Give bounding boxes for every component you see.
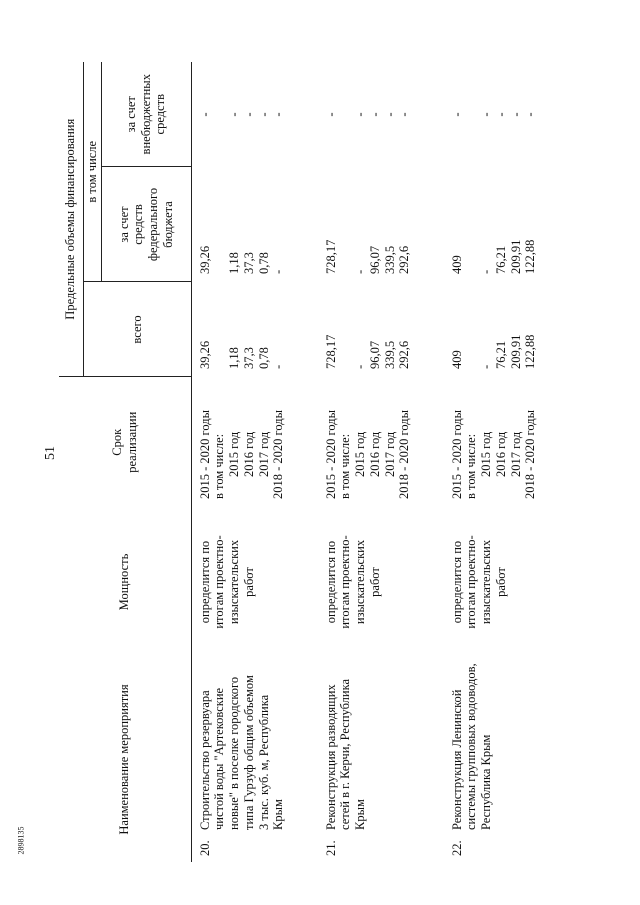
cell-name: 20. Строительство резервуара чистой воды "Артековские новые" в поселке городского типа Гурзуф общим объемом 3 тыс. куб. м, Республика Крым [191,657,318,862]
cell-line [338,167,353,274]
cell-line: - [323,112,338,117]
cell-term [318,377,444,507]
cell-power [444,507,560,657]
cell-line: 292,6 [397,340,412,369]
cell-line: работ [241,567,256,597]
cell-line: - [397,112,412,117]
cell-line: - [227,112,241,117]
cell-line: 2017 год [382,431,397,477]
cell-line: Строительство резервуара [197,690,212,830]
cell-line: - [479,364,493,369]
cell-line: - [197,112,212,117]
page-number: 51 [43,446,58,460]
rotated-table-container [59,62,559,862]
cell-line: 209,91 [508,239,523,274]
cell-line: 292,6 [397,245,412,274]
cell-line: 76,21 [493,340,508,369]
cell-line: 2015 - 2020 годы [323,409,338,499]
table-body [191,62,560,862]
funding-table [59,62,560,862]
cell-line: чистой воды "Артековские [212,687,227,830]
header-federal: за счет средств федерального бюджета [101,167,191,282]
cell-offbudget [444,62,560,167]
cell-line [212,62,227,167]
cell-line: 3 тыс. куб. м, Республика Крым [256,694,286,830]
cell-line: 2018 - 2020 годы [397,409,412,499]
cell-line [464,62,479,167]
cell-line: 122,88 [523,334,538,369]
cell-line: - [353,364,367,369]
cell-line: Республика Крым [479,734,493,830]
cell-line: 2017 год [508,431,523,477]
cell-line: - [382,112,397,117]
cell-line: 2016 год [367,431,382,477]
cell-line: 39,26 [197,340,212,369]
cell-line: 0,78 [256,347,271,369]
cell-line: 409 [449,350,464,369]
cell-line: итогам проектно- [464,535,479,629]
header-offbudget: за счет внебюджетных средств [101,62,191,167]
cell-line: итогам проектно- [212,535,227,629]
cell-line: 76,21 [493,245,508,274]
cell-line [212,167,227,274]
cell-line: - [449,112,464,117]
cell-line: - [479,112,493,117]
table-row [444,62,560,862]
cell-line: работ [493,567,508,597]
cell-line: 37,3 [241,347,256,369]
cell-line: изыскательских [353,539,367,625]
header-term: Срок реализации [59,377,191,507]
cell-line: Крым [353,799,367,830]
cell-line [212,282,227,369]
cell-line: - [367,112,382,117]
document-code: 2898135 [16,826,26,854]
cell-line: - [479,269,493,274]
cell-total [318,282,444,377]
cell-line: 2015 год [227,431,241,477]
cell-line: определится по [449,540,464,624]
cell-line: 122,88 [523,239,538,274]
cell-line: 2017 год [256,431,271,477]
cell-line: итогам проектно- [338,535,353,629]
cell-line: работ [367,567,382,597]
cell-line: изыскательских [227,539,241,625]
cell-federal [318,167,444,282]
cell-line [338,62,353,167]
cell-line: 2015 - 2020 годы [197,409,212,499]
cell-line: - [523,112,538,117]
cell-line: - [256,112,271,117]
header-total: всего [83,282,191,377]
cell-line: 37,3 [241,252,256,274]
cell-line: 2015 - 2020 годы [449,409,464,499]
cell-line: - [353,269,367,274]
cell-power [191,507,318,657]
cell-line: 339,5 [382,340,397,369]
cell-line: определится по [323,540,338,624]
cell-power [318,507,444,657]
cell-line: в том числе: [338,433,353,499]
cell-line: 2018 - 2020 годы [523,409,538,499]
header-power: Мощность [59,507,191,657]
cell-line: в том числе: [212,433,227,499]
cell-line: 96,07 [367,245,382,274]
cell-line: новые" в поселке городского [227,676,241,830]
cell-line [464,167,479,274]
cell-line: 2016 год [493,431,508,477]
cell-name: 21. Реконструкция разводящих сетей в г. Керчи, Республика Крым [318,657,444,862]
header-name: Наименование мероприятия [59,657,191,862]
cell-line: 728,17 [323,334,338,369]
cell-line: - [508,112,523,117]
cell-line: 2018 - 2020 годы [271,409,286,499]
cell-offbudget [318,62,444,167]
cell-line: 409 [449,255,464,274]
cell-term [444,377,560,507]
cell-line: - [271,364,286,369]
cell-federal [191,167,318,282]
cell-line: 2015 год [479,431,493,477]
cell-line: изыскательских [479,539,493,625]
cell-federal [444,167,560,282]
table-row [191,62,318,862]
cell-line: 2016 год [241,431,256,477]
cell-line [464,282,479,369]
cell-line: Реконструкция разводящих [323,684,338,830]
cell-line: типа Гурзуф общим объемом [241,675,256,830]
cell-line: 39,26 [197,245,212,274]
cell-line: - [353,112,367,117]
table-row [318,62,444,862]
cell-line: Реконструкция Ленинской [449,689,464,830]
cell-line: - [493,112,508,117]
cell-line: 1,18 [227,347,241,369]
cell-line: - [271,269,286,274]
cell-line: системы групповых водоводов, [464,663,479,830]
cell-line [338,282,353,369]
cell-line: определится по [197,540,212,624]
cell-line: - [241,112,256,117]
cell-line: в том числе: [464,433,479,499]
header-including: в том числе [83,62,101,282]
header-funding: Предельные объемы финансирования [59,62,83,377]
cell-line: сетей в г. Керчи, Республика [338,678,353,830]
cell-total [191,282,318,377]
cell-name: 22. Реконструкция Ленинской системы групповых водоводов, Республика Крым [449,663,493,856]
cell-total [444,282,560,377]
cell-line: 2015 год [353,431,367,477]
cell-line: 96,07 [367,340,382,369]
cell-line: 209,91 [508,334,523,369]
cell-line: 0,78 [256,252,271,274]
cell-term [191,377,318,507]
cell-line: 728,17 [323,239,338,274]
cell-line: - [271,112,286,117]
cell-line: 339,5 [382,245,397,274]
cell-offbudget [191,62,318,167]
cell-line: 1,18 [227,252,241,274]
